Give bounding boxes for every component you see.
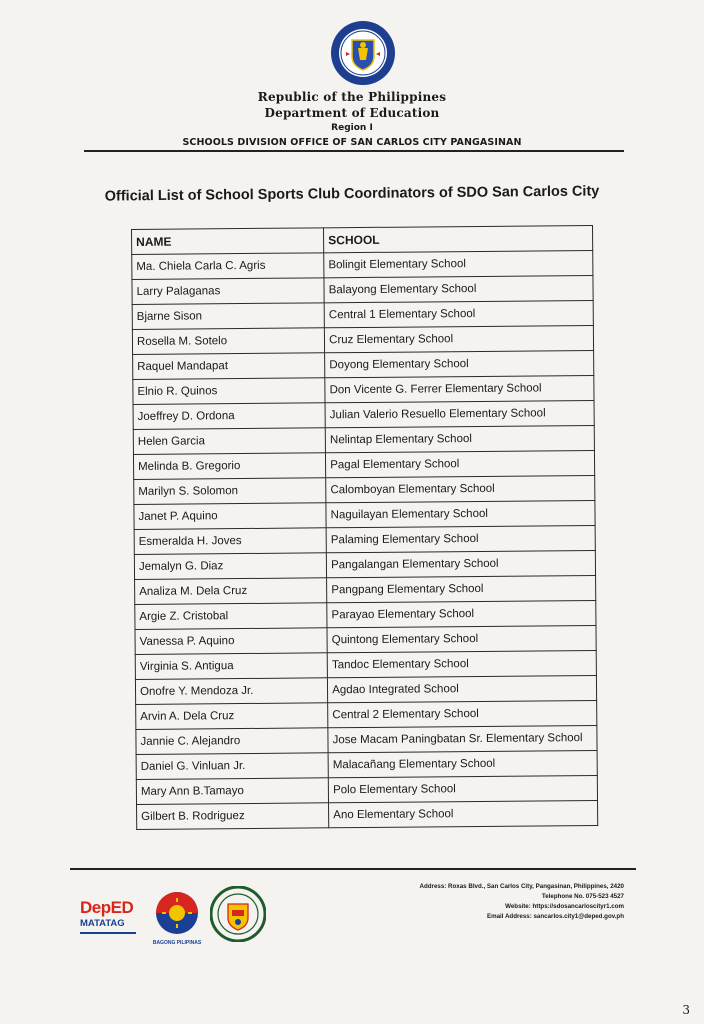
footer-email[interactable]: Email Address: sancarlos.city1@deped.gov.ph: [486, 913, 624, 920]
school-cell: Julian Valerio Resuello Elementary School: [325, 400, 594, 427]
deped-wordmark: DepED: [80, 898, 134, 917]
school-cell: Pangalangan Elementary School: [326, 550, 595, 577]
header-rule: [84, 150, 624, 152]
name-cell: Jannie C. Alejandro: [136, 728, 328, 755]
name-cell: Marilyn S. Solomon: [134, 478, 326, 505]
footer-address: Address: Roxas Blvd., San Carlos City, Pangasinan, Philippines, 2420: [419, 883, 624, 890]
school-cell: Pangpang Elementary School: [327, 575, 596, 602]
school-cell: Naguilayan Elementary School: [326, 500, 595, 527]
school-cell: Bolingit Elementary School: [324, 250, 593, 277]
bagong-pilipinas-text: BAGONG PILIPINAS: [152, 940, 202, 946]
school-cell: Jose Macam Paningbatan Sr. Elementary School: [328, 725, 597, 752]
footer-website[interactable]: Website: https://sdosancarloscityr1.com: [505, 903, 624, 910]
name-cell: Esmeralda H. Joves: [134, 528, 326, 555]
school-cell: Tandoc Elementary School: [327, 650, 596, 677]
page-number: 3: [682, 1003, 690, 1017]
school-cell: Doyong Elementary School: [325, 350, 594, 377]
bagong-pilipinas-icon: [150, 890, 204, 936]
name-cell: Analiza M. Dela Cruz: [135, 578, 327, 605]
name-cell: Arvin A. Dela Cruz: [136, 703, 328, 730]
sdo-seal-icon: [210, 886, 266, 942]
name-cell: Bjarne Sison: [132, 303, 324, 330]
name-cell: Virginia S. Antigua: [135, 653, 327, 680]
school-cell: Don Vicente G. Ferrer Elementary School: [325, 375, 594, 402]
school-cell: Pagal Elementary School: [326, 450, 595, 477]
school-cell: Palaming Elementary School: [326, 525, 595, 552]
name-cell: Daniel G. Vinluan Jr.: [136, 753, 328, 780]
division-line: SCHOOLS DIVISION OFFICE OF SAN CARLOS CITY PANGASINAN: [182, 137, 522, 148]
name-cell: Larry Palaganas: [132, 278, 324, 305]
school-cell: Ano Elementary School: [329, 800, 598, 827]
republic-line: Republic of the Philippines: [257, 90, 447, 104]
school-cell: Nelintap Elementary School: [325, 425, 594, 452]
matatag-underline: [80, 932, 136, 934]
footer-rule: [70, 868, 636, 870]
school-cell: Balayong Elementary School: [324, 275, 593, 302]
school-cell: Malacañang Elementary School: [328, 750, 597, 777]
name-cell: Mary Ann B.Tamayo: [136, 778, 328, 805]
name-cell: Onofre Y. Mendoza Jr.: [135, 678, 327, 705]
bagong-pilipinas-logo: [150, 890, 204, 946]
deped-seal: [330, 20, 396, 86]
name-cell: Rosella M. Sotelo: [132, 328, 324, 355]
school-cell: Quintong Elementary School: [327, 625, 596, 652]
name-cell: Argie Z. Cristobal: [135, 603, 327, 630]
school-cell: Polo Elementary School: [328, 775, 597, 802]
region-line: Region I: [331, 123, 373, 133]
sdo-san-carlos-seal: [210, 886, 266, 942]
school-cell: Central 2 Elementary School: [328, 700, 597, 727]
document-title: Official List of School Sports Club Coordinators of SDO San Carlos City: [104, 183, 600, 205]
name-cell: Jemalyn G. Diaz: [134, 553, 326, 580]
matatag-wordmark: MATATAG: [80, 918, 125, 929]
school-cell: Cruz Elementary School: [325, 325, 594, 352]
deped-matatag-logo: [80, 898, 146, 944]
column-header-school: SCHOOL: [324, 225, 593, 252]
name-cell: Ma. Chiela Carla C. Agris: [132, 253, 324, 280]
name-cell: Melinda B. Gregorio: [133, 453, 325, 480]
school-cell: Calomboyan Elementary School: [326, 475, 595, 502]
name-cell: Joeffrey D. Ordona: [133, 403, 325, 430]
department-line: Department of Education: [264, 106, 440, 120]
school-cell: Parayao Elementary School: [327, 600, 596, 627]
name-cell: Vanessa P. Aquino: [135, 628, 327, 655]
coordinators-table: [131, 225, 598, 830]
deped-seal-icon: [330, 20, 396, 86]
footer-telephone: Telephone No. 075-523 4527: [541, 893, 624, 900]
name-cell: Raquel Mandapat: [133, 353, 325, 380]
table-row: [137, 800, 598, 829]
name-cell: Elnio R. Quinos: [133, 378, 325, 405]
footer-contact: [420, 882, 624, 922]
school-cell: Agdao Integrated School: [328, 675, 597, 702]
name-cell: Helen Garcia: [133, 428, 325, 455]
name-cell: Janet P. Aquino: [134, 503, 326, 530]
column-header-name: NAME: [132, 228, 324, 255]
name-cell: Gilbert B. Rodriguez: [137, 803, 329, 830]
school-cell: Central 1 Elementary School: [324, 300, 593, 327]
